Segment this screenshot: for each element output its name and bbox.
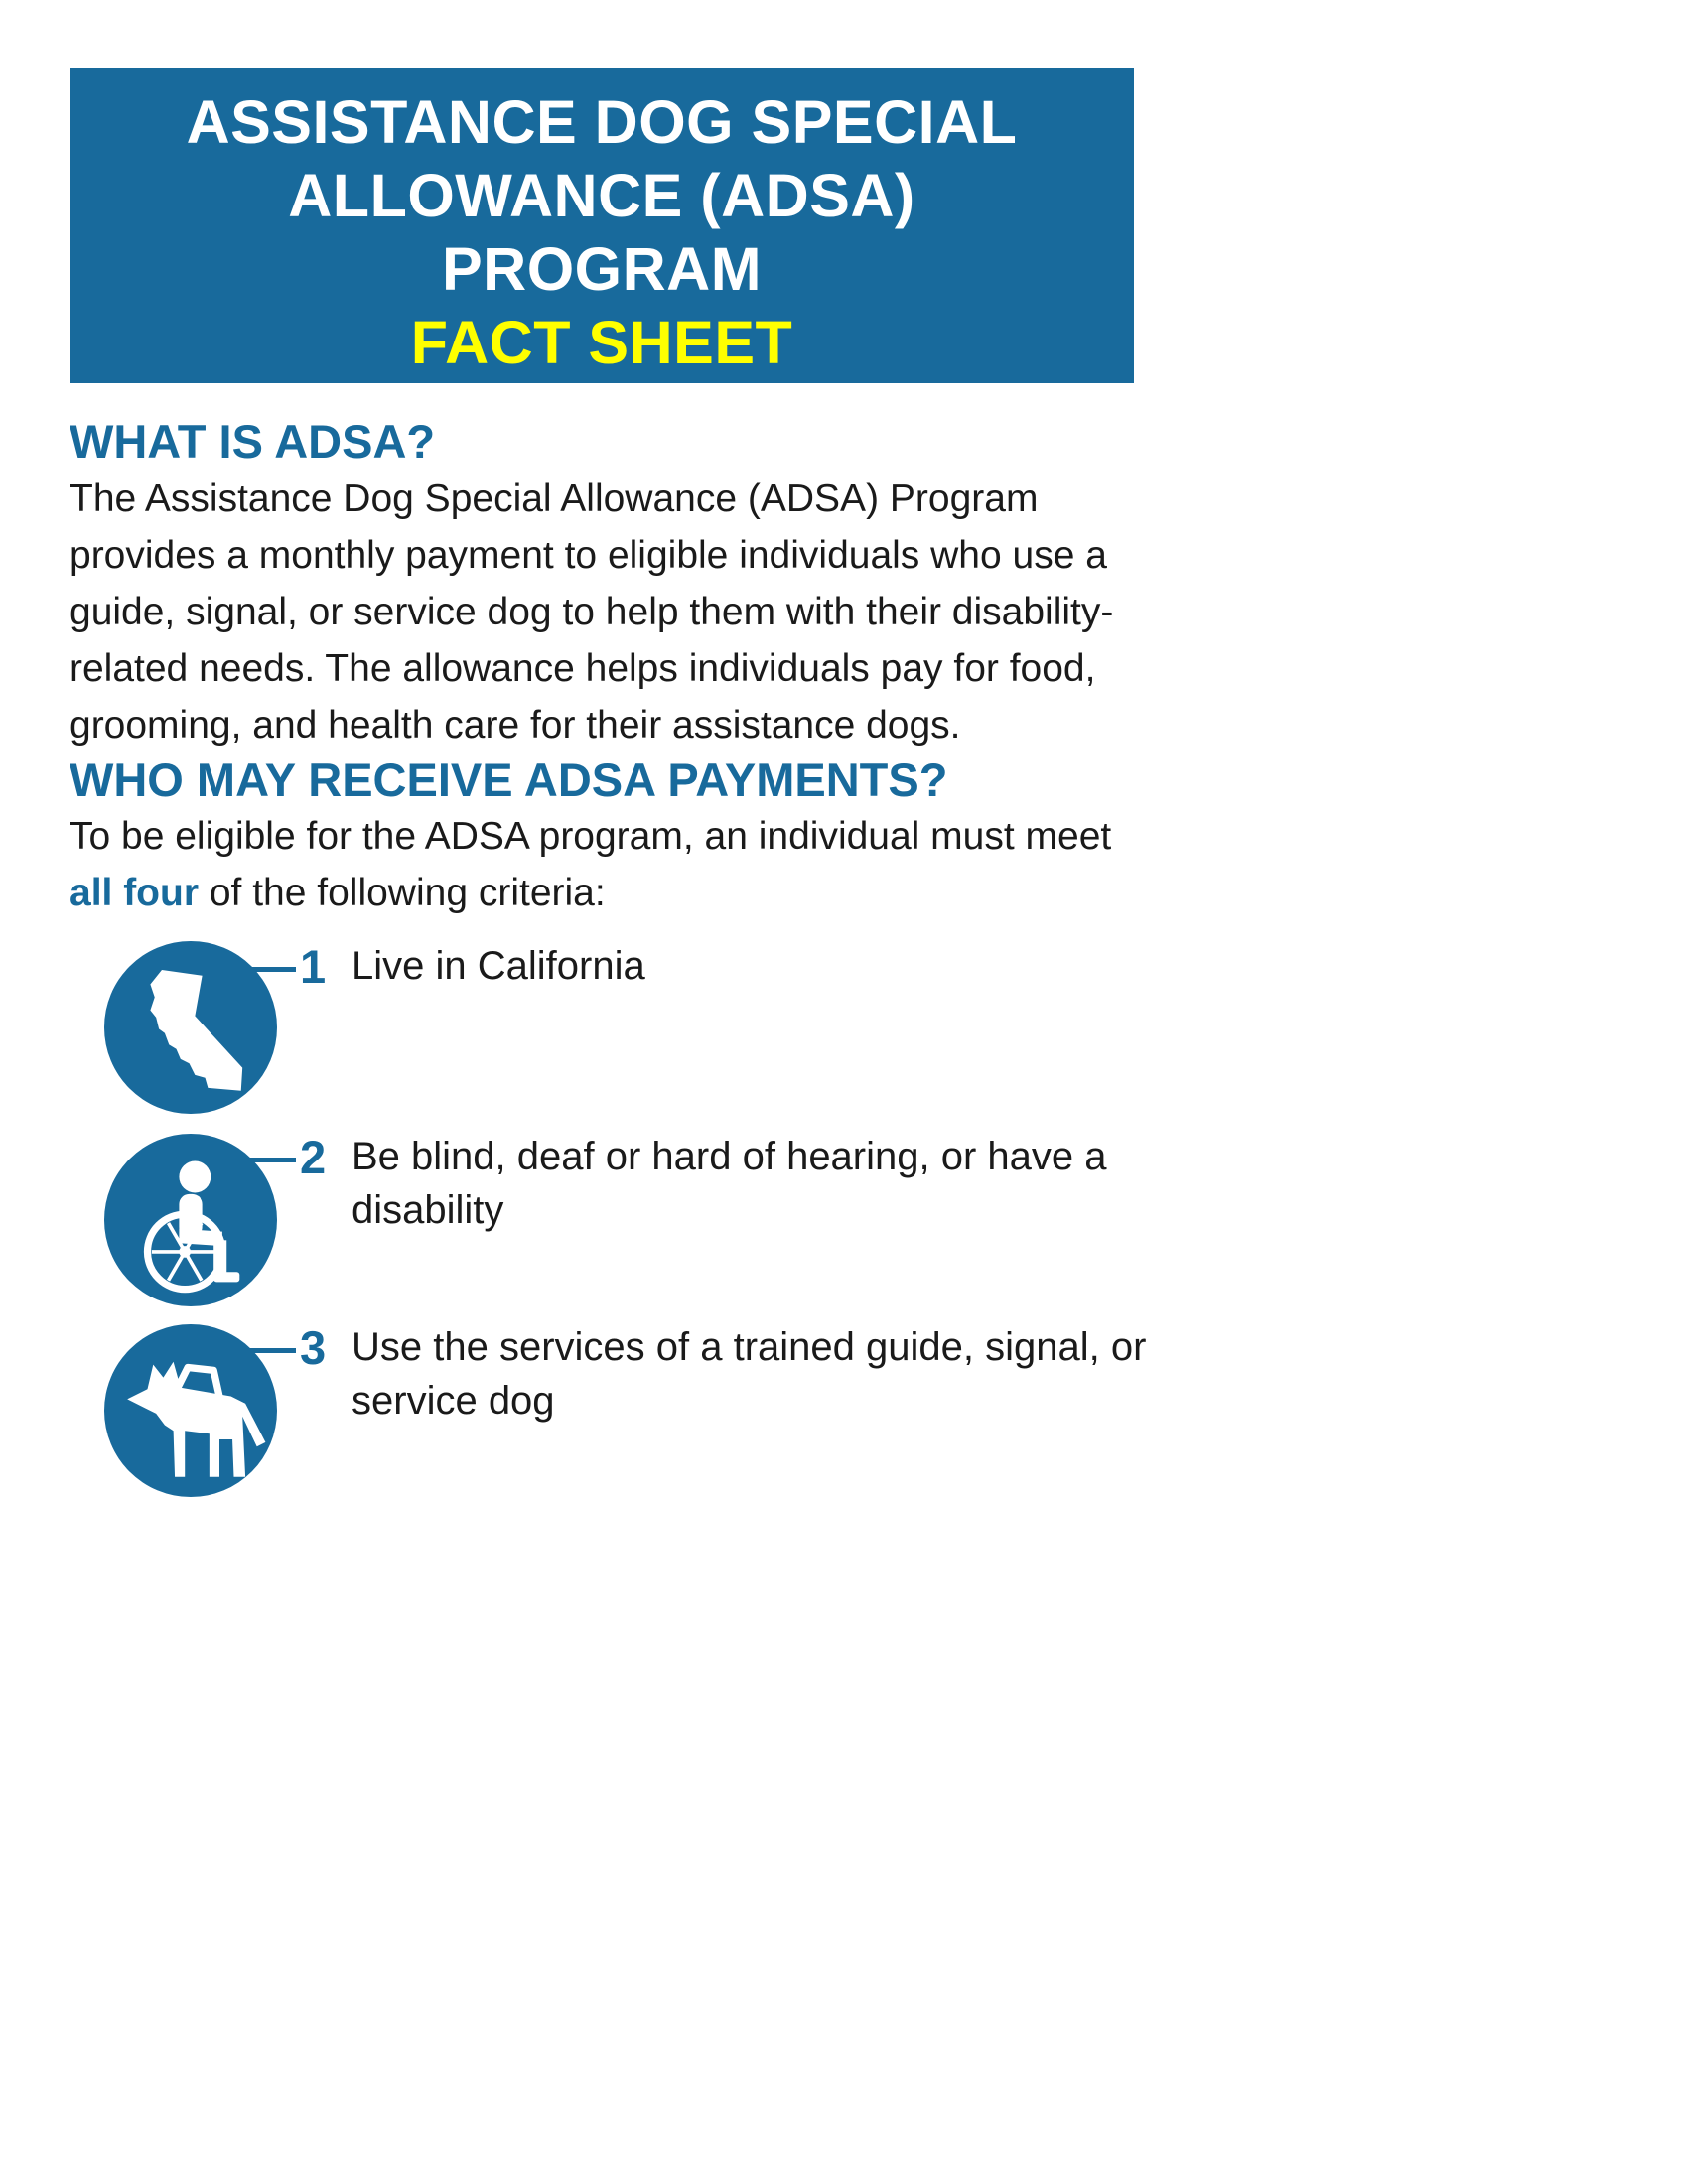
banner-subtitle: FACT SHEET: [410, 309, 793, 376]
criterion-3-connector-line: [224, 1348, 296, 1353]
criterion-2-connector-line: [224, 1158, 296, 1162]
criterion-1-connector-line: [224, 967, 296, 972]
banner-title-line-1: ASSISTANCE DOG SPECIAL: [186, 88, 1018, 156]
criterion-2-number: 2: [300, 1131, 327, 1183]
criterion-2-text: Be blind, deaf or hard of hearing, or have a disability: [352, 1135, 1107, 1232]
eligibility-intro-suffix: of the following criteria:: [199, 872, 606, 914]
what-is-adsa-body: The Assistance Dog Special Allowance (ADSA) Program provides a monthly payment to eligible individuals who use a guide, signal, or service dog to help them with their disability-related needs. The allowance helps individuals pay for food, grooming, and health care for their assistance dogs.: [70, 478, 1114, 747]
header-banner: [70, 68, 1134, 383]
who-may-receive-heading: WHO MAY RECEIVE ADSA PAYMENTS?: [70, 753, 948, 806]
criterion-3-number: 3: [300, 1321, 327, 1374]
banner-title-line-2: ALLOWANCE (ADSA): [288, 162, 915, 229]
criterion-1-number: 1: [300, 940, 327, 993]
eligibility-intro-emphasis: all four: [70, 872, 200, 914]
eligibility-intro-prefix: To be eligible for the ADSA program, an individual must meet: [70, 815, 1112, 858]
criterion-1-text: Live in California: [352, 944, 645, 988]
eligibility-intro: [70, 808, 1118, 921]
what-is-adsa-heading: WHAT IS ADSA?: [70, 415, 436, 468]
banner-title-line-3: PROGRAM: [441, 235, 763, 303]
criterion-3-text: Use the services of a trained guide, signal, or service dog: [352, 1325, 1147, 1423]
